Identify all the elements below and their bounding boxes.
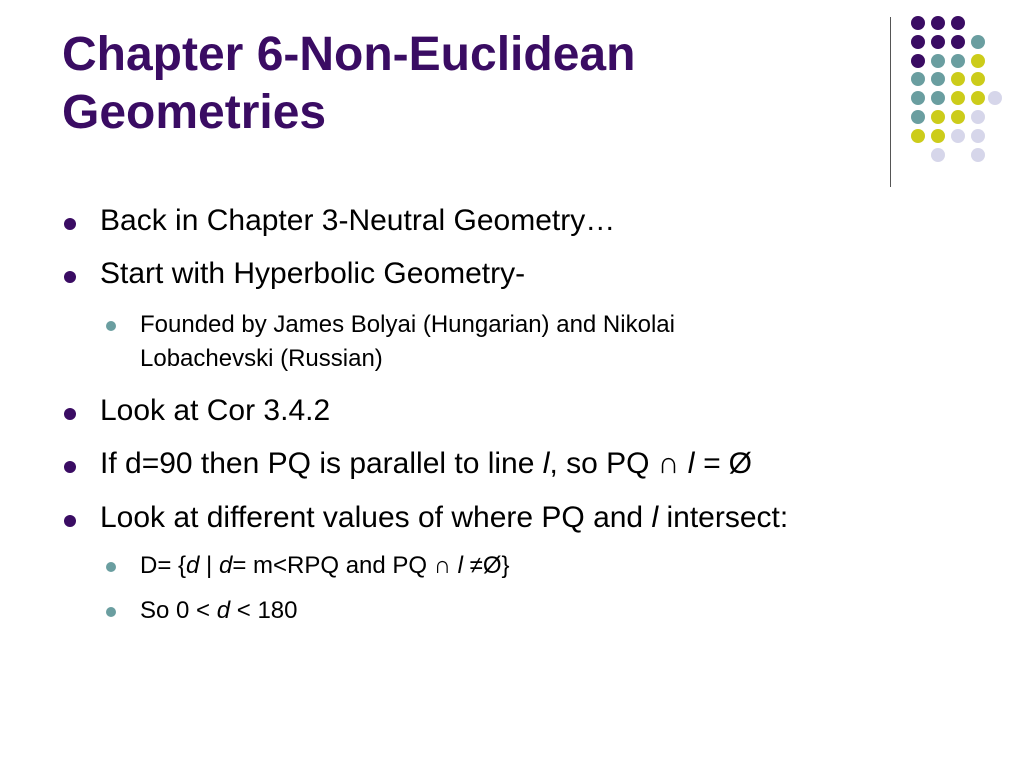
sub-bullet-text-part: = m<RPQ and PQ ∩ xyxy=(232,552,458,579)
bullet-text-italic: l xyxy=(542,447,550,480)
bullet-item xyxy=(100,203,615,239)
bullet-text-part: , so PQ ∩ xyxy=(549,447,688,480)
bullet-text-part: If d=90 then PQ is parallel to line xyxy=(100,447,543,480)
bullet-text: Back in Chapter 3-Neutral Geometry… xyxy=(100,204,616,237)
sub-bullet-text-line-2: Lobachevski (Russian) xyxy=(140,345,383,372)
sub-bullet-item xyxy=(140,308,675,376)
sub-bullet-text-part: | xyxy=(199,552,219,579)
sub-bullet-item xyxy=(140,594,298,628)
sub-bullet-text-part: < 180 xyxy=(230,597,298,624)
sub-bullet-text-line-1: Founded by James Bolyai (Hungarian) and Nikolai xyxy=(140,311,675,338)
sub-bullet-text-part: ≠Ø} xyxy=(463,552,510,579)
sub-bullet-text-part: So 0 < xyxy=(140,597,217,624)
bullet-text-italic: l xyxy=(651,501,659,534)
sub-bullet-text-italic: d xyxy=(186,552,200,579)
bullet-item xyxy=(100,446,752,482)
title-line-1: Chapter 6-Non-Euclidean xyxy=(62,28,636,81)
bullet-item xyxy=(100,256,525,292)
sub-bullet-item xyxy=(140,549,510,583)
bullet-text-part: intersect: xyxy=(658,501,789,534)
sub-bullet-text-italic: d xyxy=(218,552,233,579)
sub-bullet-text-part: D= { xyxy=(140,552,187,579)
sub-bullet-text-italic: l xyxy=(457,552,464,579)
title-line-2: Geometries xyxy=(62,86,327,139)
bullet-text: Look at Cor 3.4.2 xyxy=(100,394,331,427)
bullet-item xyxy=(100,500,788,536)
bullet-text-part: Ø xyxy=(728,447,752,480)
bullet-text-part: Look at different values of where PQ and xyxy=(100,501,652,534)
bullet-text-italic: l = xyxy=(687,447,729,480)
sub-bullet-text-italic: d xyxy=(216,597,231,624)
bullet-item xyxy=(100,393,330,429)
bullet-text: Start with Hyperbolic Geometry- xyxy=(100,257,526,290)
